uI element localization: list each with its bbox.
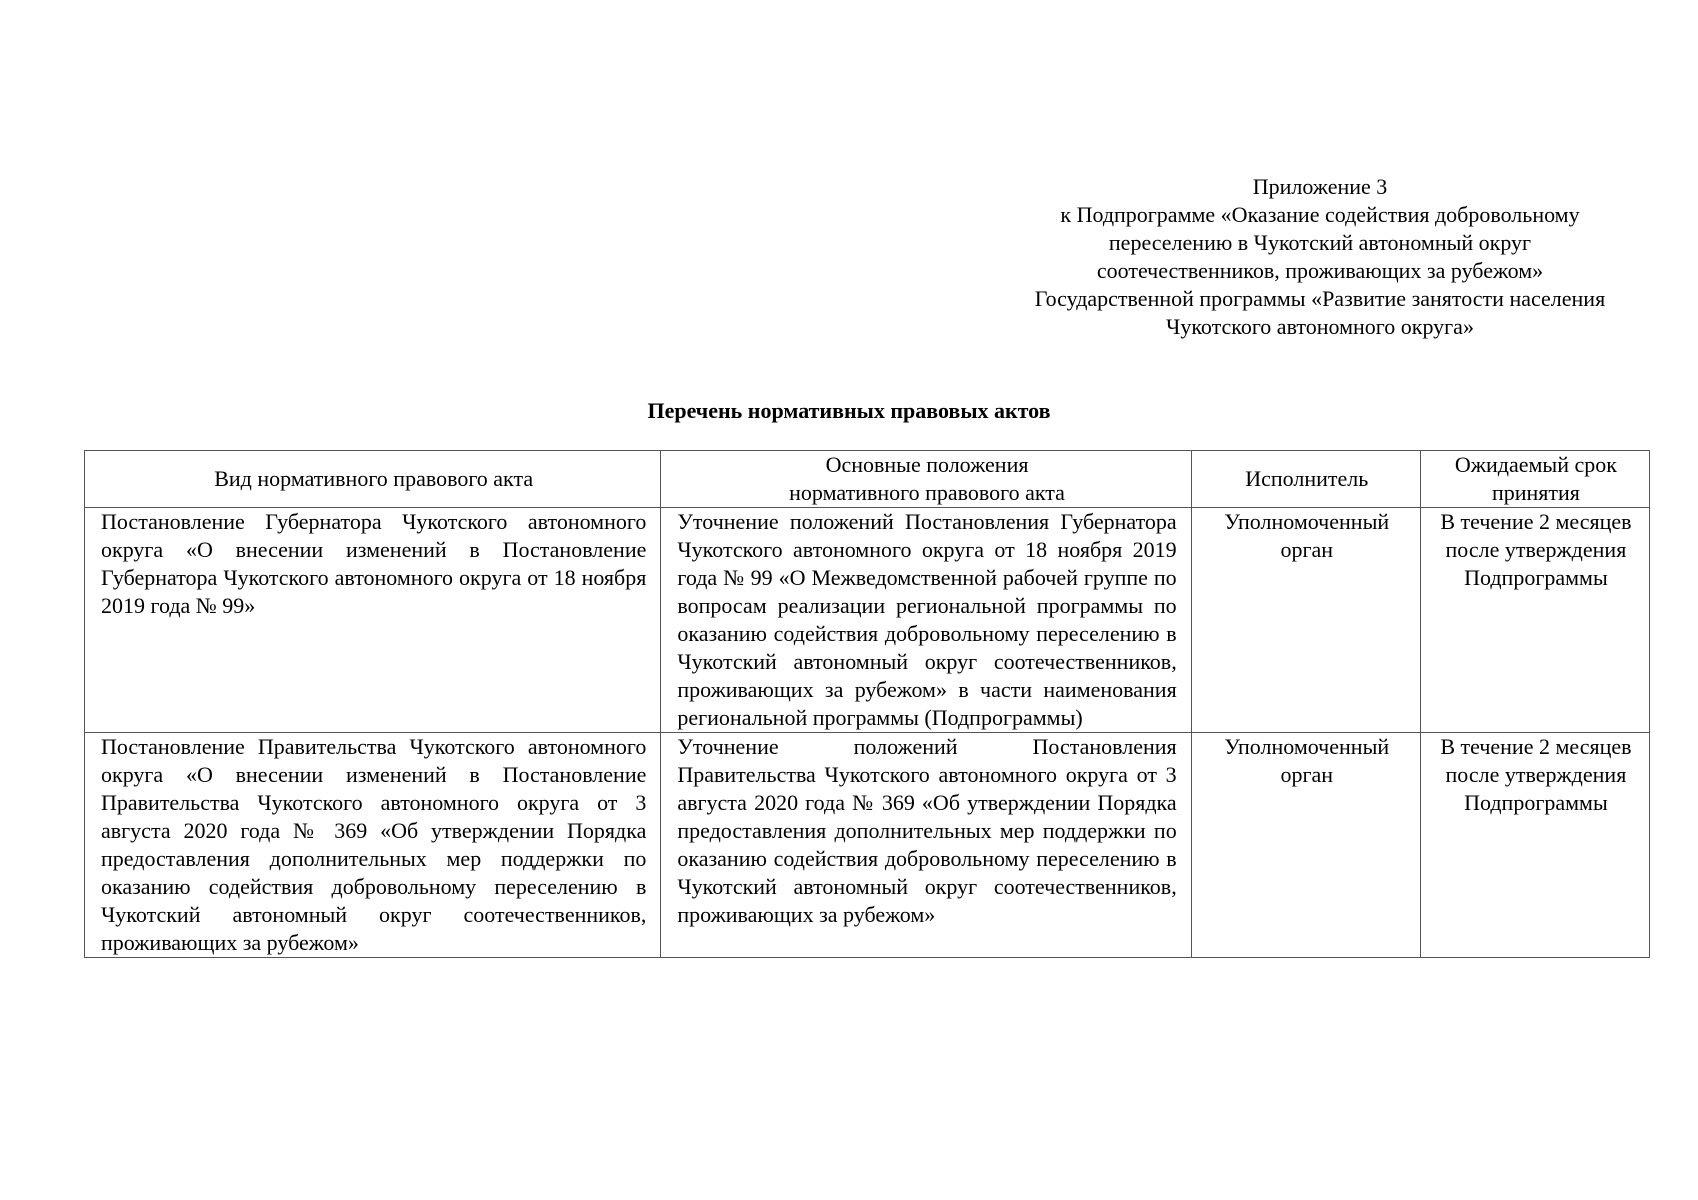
- cell-provisions: Уточнение положений Постановления Губернатора Чукотского автономного округа от 18 ноября 2019 года № 99 «О Межведомственной рабочей группе по вопросам реализации региональной программы по оказанию содействия добровольному переселению в Чукотский автономный округ соотечественников, проживающих за рубежом» в части наименования региональной программы (Подпрограммы): [661, 508, 1191, 733]
- table-row: [85, 508, 1650, 733]
- header-provisions-line: Основные положения: [825, 452, 1029, 477]
- cell-provisions: Уточнение положений Постановления Правительства Чукотского автономного округа от 3 августа 2020 года № 369 «Об утверждении Порядка предоставления дополнительных мер поддержки по оказанию содействия добровольному переселению в Чукотский автономный округ соотечественников, проживающих за рубежом»: [661, 733, 1191, 958]
- header-term: [1420, 451, 1649, 508]
- cell-act-type: Постановление Правительства Чукотского автономного округа «О внесении изменений в Постановление Правительства Чукотского автономного округа от 3 августа 2020 года № 369 «Об утверждении Порядка предоставления дополнительных мер поддержки по оказанию содействия добровольному переселению в Чукотский автономный округ соотечественников, проживающих за рубежом»: [85, 733, 661, 958]
- appendix-line: соотечественников, проживающих за рубежом»: [1096, 258, 1544, 283]
- acts-table: [84, 450, 1650, 958]
- cell-term: В течение 2 месяцев после утверждения Подпрограммы: [1420, 733, 1649, 958]
- table-header-row: [85, 451, 1650, 508]
- table-row: [85, 733, 1650, 958]
- header-term-line: Ожидаемый срок: [1454, 452, 1617, 477]
- document-title: Перечень нормативных правовых актов: [647, 398, 1051, 423]
- appendix-block: [990, 173, 1650, 341]
- appendix-line: к Подпрограмме «Оказание содействия добровольному: [1060, 202, 1580, 227]
- header-term-line: принятия: [1491, 480, 1580, 505]
- cell-executor: Уполномоченный орган: [1191, 508, 1420, 733]
- header-act-type: Вид нормативного правового акта: [85, 451, 661, 508]
- cell-act-type: Постановление Губернатора Чукотского автономного округа «О внесении изменений в Постановление Губернатора Чукотского автономного округа от 18 ноября 2019 года № 99»: [85, 508, 661, 733]
- cell-term: В течение 2 месяцев после утверждения Подпрограммы: [1420, 508, 1649, 733]
- header-provisions-line: нормативного правового акта: [789, 480, 1065, 505]
- appendix-line: переселению в Чукотский автономный округ: [1108, 230, 1532, 255]
- appendix-line: Государственной программы «Развитие занятости населения: [1034, 286, 1606, 311]
- appendix-line: Приложение 3: [1252, 174, 1388, 199]
- header-executor: Исполнитель: [1191, 451, 1420, 508]
- appendix-line: Чукотского автономного округа»: [1166, 314, 1474, 339]
- cell-executor: Уполномоченный орган: [1191, 733, 1420, 958]
- header-provisions: [661, 451, 1191, 508]
